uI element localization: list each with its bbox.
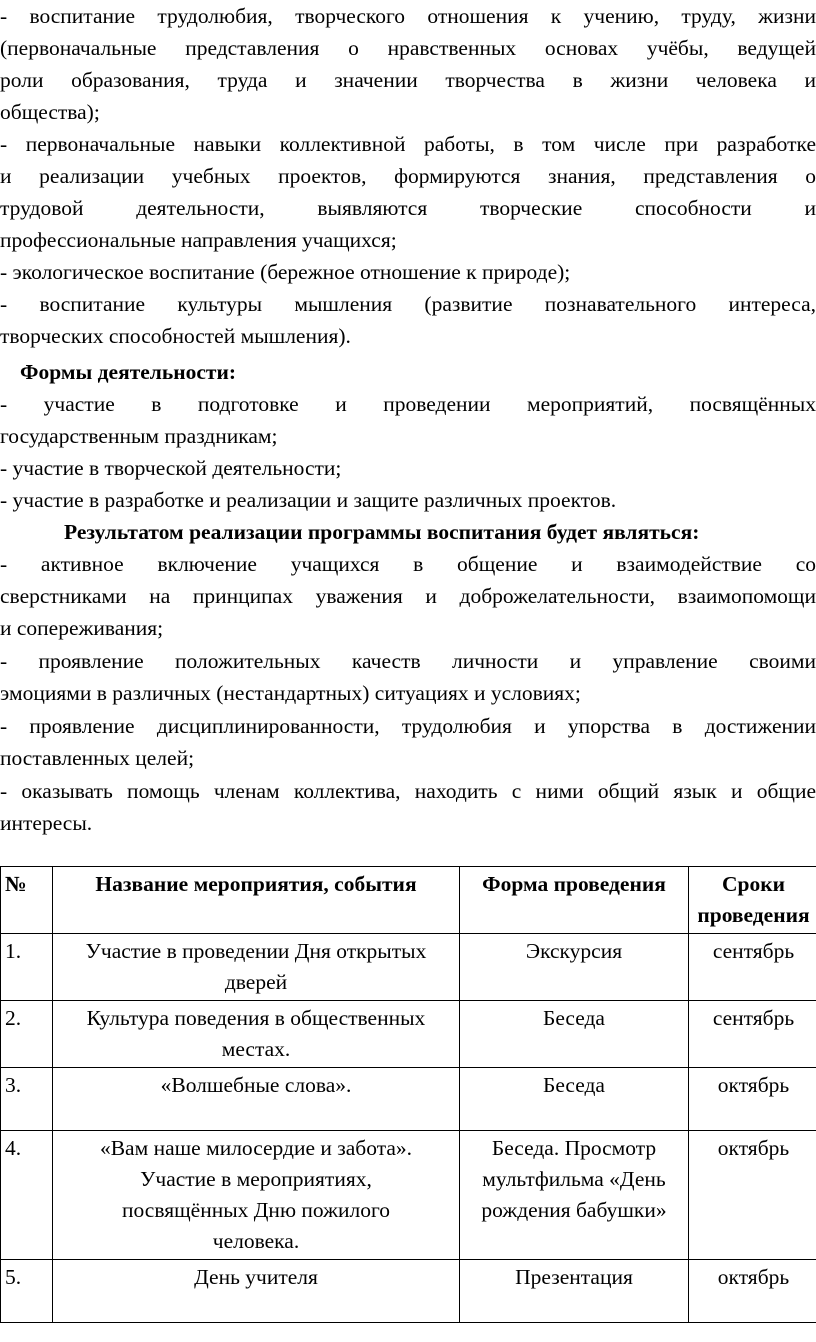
text-line: общества); [0,100,100,124]
row-event-name: Культура поведения в общественных местах. [53,1001,460,1068]
table-row [1,934,816,1001]
row-number: 3. [1,1068,53,1131]
table-header-row [1,867,816,934]
row-event-name: День учителя [53,1260,460,1323]
text-line: интересы. [0,811,93,835]
events-table [0,866,816,1323]
text-line: - участие в разработке и реализации и защите различных проектов. [0,488,617,512]
text-line: - проявление дисциплинированности, трудолюбия и упорства в достижении [0,714,816,738]
row-event-name: «Волшебные слова». [53,1068,460,1131]
text-line: - проявление положительных качеств личности и управление своими [0,649,816,673]
row-form: Беседа. Просмотр мультфильма «День рождения бабушки» [460,1131,689,1260]
text-line: и сопереживания; [0,616,164,640]
text-line: и реализации учебных проектов, формируются знания, представления о [0,164,816,188]
text-line: (первоначальные представления о нравственных основах учёбы, ведущей [0,36,816,60]
row-form: Беседа [460,1068,689,1131]
row-number: 5. [1,1260,53,1323]
text-line: - участие в творческой деятельности; [0,456,342,480]
text-line: профессиональные направления учащихся; [0,228,397,252]
row-term: сентябрь [689,1001,816,1068]
text-line: - оказывать помощь членам коллектива, находить с ними общий язык и общие [0,779,816,803]
row-term: сентябрь [689,934,816,1001]
row-term: октябрь [689,1260,816,1323]
text-line: - активное включение учащихся в общение и взаимодействие со [0,552,816,576]
table-row [1,1068,816,1131]
header-term: Сроки проведения [689,867,816,934]
text-line: поставленных целей; [0,746,195,770]
row-term: октябрь [689,1068,816,1131]
header-form: Форма проведения [460,867,689,934]
header-event-name: Название мероприятия, события [53,867,460,934]
row-term: октябрь [689,1131,816,1260]
text-line: эмоциями в различных (нестандартных) ситуациях и условиях; [0,681,581,705]
table-row [1,1260,816,1323]
header-number: № [1,867,53,934]
row-form: Беседа [460,1001,689,1068]
row-form: Презентация [460,1260,689,1323]
results-heading: Результатом реализации программы воспитания будет являться: [64,520,700,544]
row-event-name: Участие в проведении Дня открытых дверей [53,934,460,1001]
text-line: - экологическое воспитание (бережное отношение к природе); [0,260,571,284]
row-number: 4. [1,1131,53,1260]
table-row [1,1131,816,1260]
table-row [1,1001,816,1068]
text-line: - воспитание культуры мышления (развитие познавательного интереса, [0,292,816,316]
text-line: творческих способностей мышления). [0,324,351,348]
text-line: роли образования, труда и значении творчества в жизни человека и [0,68,816,92]
row-number: 1. [1,934,53,1001]
text-line: государственным праздникам; [0,424,278,448]
forms-heading: Формы деятельности: [20,360,237,384]
row-form: Экскурсия [460,934,689,1001]
row-event-name: «Вам наше милосердие и забота». Участие в мероприятиях, посвящённых Дню пожилого человека. [53,1131,460,1260]
row-number: 2. [1,1001,53,1068]
text-line: сверстниками на принципах уважения и доброжелательности, взаимопомощи [0,584,816,608]
text-line: трудовой деятельности, выявляются творческие способности и [0,196,816,220]
text-line: - воспитание трудолюбия, творческого отношения к учению, труду, жизни [0,4,816,28]
text-line: - участие в подготовке и проведении мероприятий, посвящённых [0,392,816,416]
text-line: - первоначальные навыки коллективной работы, в том числе при разработке [0,132,816,156]
